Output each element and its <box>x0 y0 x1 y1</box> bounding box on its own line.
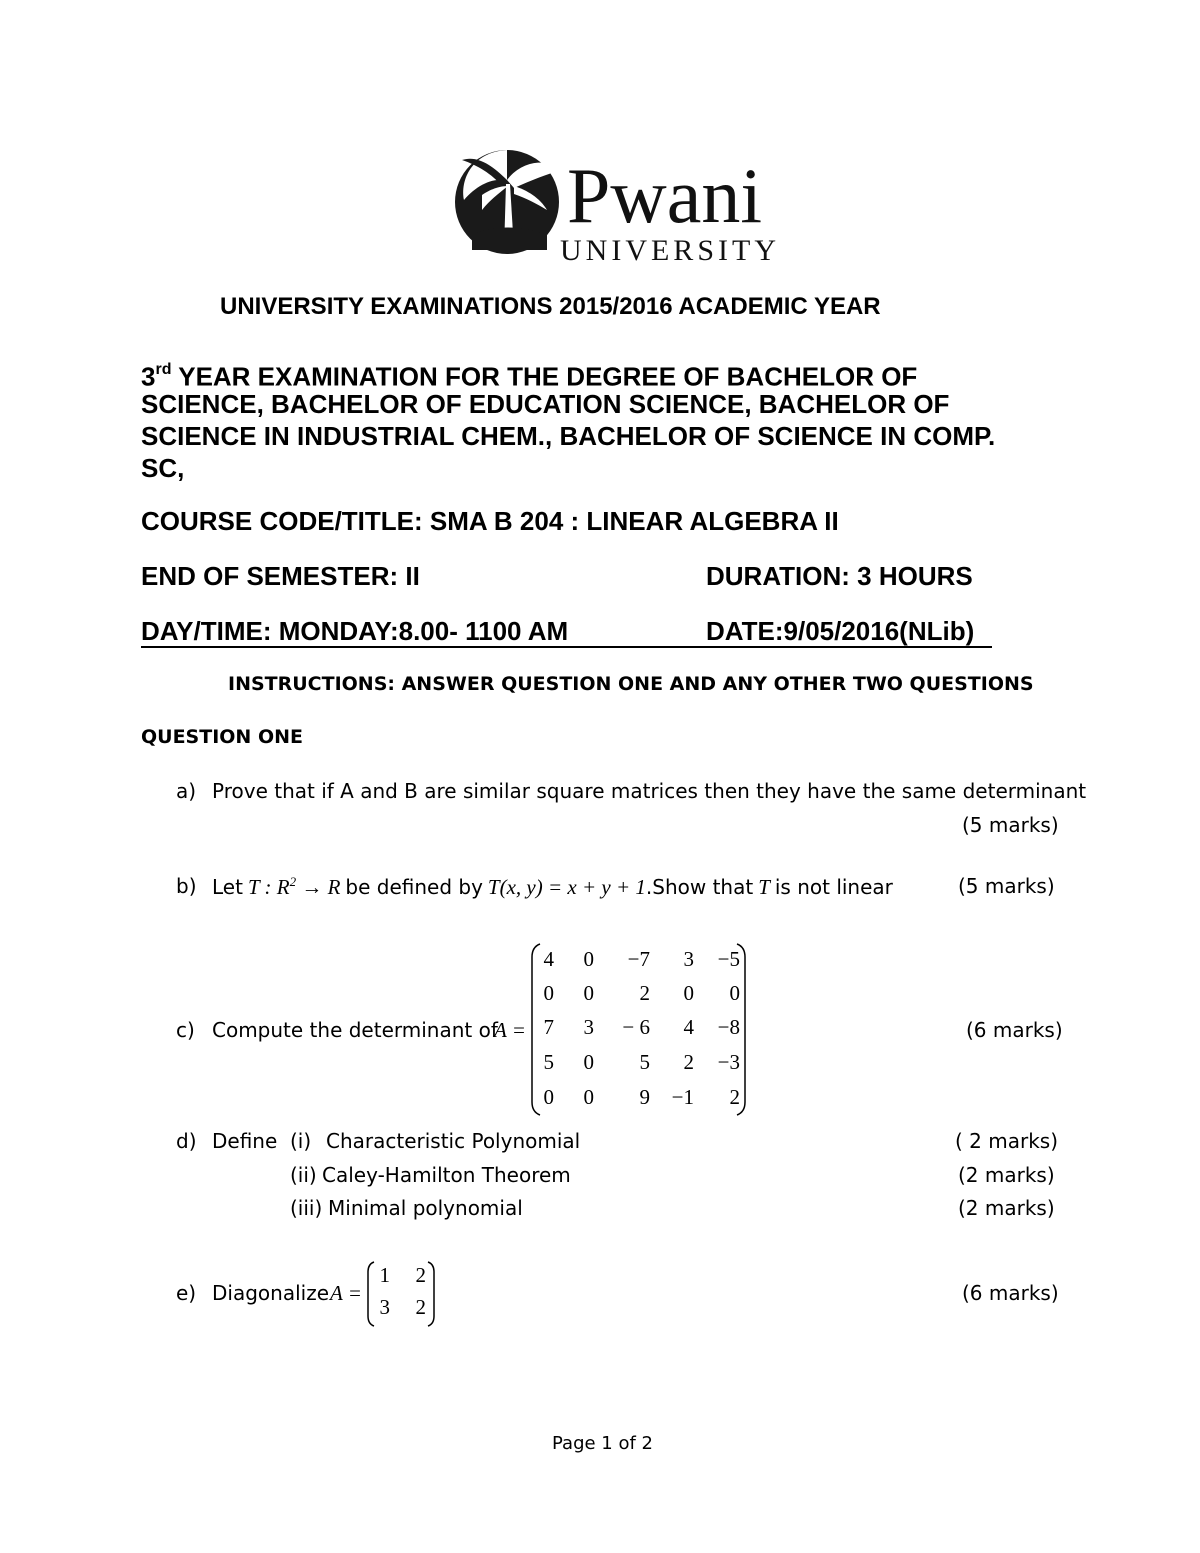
question-d-item-2-text: Caley-Hamilton Theorem <box>322 1163 571 1187</box>
question-b-label: b) <box>176 874 197 898</box>
page-number: Page 1 of 2 <box>552 1433 653 1454</box>
question-b-defined-by: be defined by <box>345 875 483 899</box>
question-a-text: Prove that if A and B are similar square matrices then they have the same determinant <box>212 779 1087 803</box>
degree-line-2: SCIENCE, BACHELOR OF EDUCATION SCIENCE, BACHELOR OF <box>141 389 950 419</box>
question-c-label: c) <box>176 1018 195 1042</box>
question-c-text: Compute the determinant of <box>212 1018 498 1042</box>
matrix-c-cell: 7 <box>543 1015 554 1039</box>
matrix-c-cell: −8 <box>717 1015 740 1039</box>
question-b-T: T <box>758 875 770 899</box>
question-d-item-3-text: Minimal polynomial <box>328 1196 523 1220</box>
matrix-c <box>530 942 750 1117</box>
question-a-marks: (5 marks) <box>962 813 1059 837</box>
question-d-text: Define <box>212 1129 278 1153</box>
semester: END OF SEMESTER: II <box>141 561 420 591</box>
matrix-c-cell: − 6 <box>622 1015 650 1039</box>
matrix-c-cell: 4 <box>683 1015 694 1039</box>
question-d-item-3-marks: (2 marks) <box>958 1196 1055 1220</box>
question-b-map-end: → R <box>296 875 341 899</box>
matrix-c-cell: 0 <box>583 947 594 971</box>
header-underline <box>141 646 992 648</box>
instructions: INSTRUCTIONS: ANSWER QUESTION ONE AND ANY OTHER TWO QUESTIONS <box>228 673 1034 695</box>
question-heading: QUESTION ONE <box>141 726 303 748</box>
question-d-item-1-marks: ( 2 marks) <box>955 1129 1059 1153</box>
exam-date: DATE:9/05/2016(NLib) <box>706 616 975 646</box>
matrix-c-cell: 0 <box>683 981 694 1005</box>
matrix-c-cell: −5 <box>717 947 740 971</box>
day-time: DAY/TIME: MONDAY:8.00- 1100 AM <box>141 616 569 646</box>
matrix-c-cell: 4 <box>543 947 554 971</box>
question-e-A-equals: A = <box>330 1281 362 1305</box>
degree-year-suffix: rd <box>155 361 172 378</box>
palm-tree-icon <box>452 140 780 267</box>
question-d-label: d) <box>176 1129 197 1153</box>
question-b-map-sup: 2 <box>289 874 297 889</box>
question-d-item-1-num: (i) <box>290 1129 312 1153</box>
question-e-label: e) <box>176 1281 197 1305</box>
course-code-title: COURSE CODE/TITLE: SMA B 204 : LINEAR ALGEBRA II <box>141 506 839 536</box>
matrix-c-cell: 0 <box>583 1050 594 1074</box>
degree-line-3: SCIENCE IN INDUSTRIAL CHEM., BACHELOR OF SCIENCE IN COMP. <box>141 421 996 451</box>
degree-year-number: 3 <box>141 361 156 392</box>
question-b-let: Let <box>212 875 243 899</box>
question-b-show-that: .Show that <box>645 875 754 899</box>
question-d-item-2-marks: (2 marks) <box>958 1163 1055 1187</box>
matrix-e-cell: 3 <box>379 1295 390 1319</box>
question-c-A-equals: A = <box>494 1018 526 1042</box>
matrix-c-cell: 3 <box>683 947 694 971</box>
matrix-c-cell: 5 <box>639 1050 650 1074</box>
matrix-e-cell: 1 <box>379 1263 390 1287</box>
question-c-marks: (6 marks) <box>966 1018 1063 1042</box>
matrix-c-cell: 0 <box>543 981 554 1005</box>
matrix-c-cell: 3 <box>583 1015 594 1039</box>
question-b-map-start: T : R <box>247 875 290 899</box>
logo-subtitle: UNIVERSITY <box>560 234 780 267</box>
question-b-not-linear: is not linear <box>774 875 893 899</box>
matrix-c-cell: 0 <box>543 1085 554 1109</box>
logo-name: Pwani <box>567 152 762 239</box>
question-e-text: Diagonalize <box>212 1281 329 1305</box>
degree-line-1-text: YEAR EXAMINATION FOR THE DEGREE OF BACHELOR OF <box>171 361 918 392</box>
matrix-c-cell: 2 <box>683 1050 694 1074</box>
question-b-statement <box>212 874 893 900</box>
matrix-c-cell: 0 <box>583 981 594 1005</box>
question-b-function: T(x, y) = x + y + 1 <box>487 875 646 899</box>
matrix-e-right-paren <box>426 1260 436 1328</box>
university-logo <box>452 140 780 267</box>
question-d-item-1-text: Characteristic Polynomial <box>326 1129 581 1153</box>
matrix-c-cell: 0 <box>729 981 740 1005</box>
matrix-e <box>366 1260 438 1328</box>
question-a-label: a) <box>176 779 197 803</box>
matrix-c-cell: 2 <box>729 1085 740 1109</box>
matrix-c-cell: −1 <box>671 1085 694 1109</box>
exam-title: UNIVERSITY EXAMINATIONS 2015/2016 ACADEMIC YEAR <box>220 293 881 320</box>
duration: DURATION: 3 HOURS <box>706 561 973 591</box>
matrix-c-cell: 5 <box>543 1050 554 1074</box>
question-b-marks: (5 marks) <box>958 874 1055 898</box>
degree-line-4: SC, <box>141 453 185 483</box>
matrix-e-cell: 2 <box>415 1295 426 1319</box>
matrix-e-cell: 2 <box>415 1263 426 1287</box>
matrix-c-cell: 2 <box>639 981 650 1005</box>
question-e-marks: (6 marks) <box>962 1281 1059 1305</box>
question-d-item-3-num: (iii) <box>290 1196 323 1220</box>
matrix-c-cell: 9 <box>639 1085 650 1109</box>
question-b-map <box>248 875 340 899</box>
matrix-c-cell: 0 <box>583 1085 594 1109</box>
matrix-c-cell: −3 <box>717 1050 740 1074</box>
question-d-item-2-num: (ii) <box>290 1163 317 1187</box>
matrix-c-cell: −7 <box>627 947 650 971</box>
